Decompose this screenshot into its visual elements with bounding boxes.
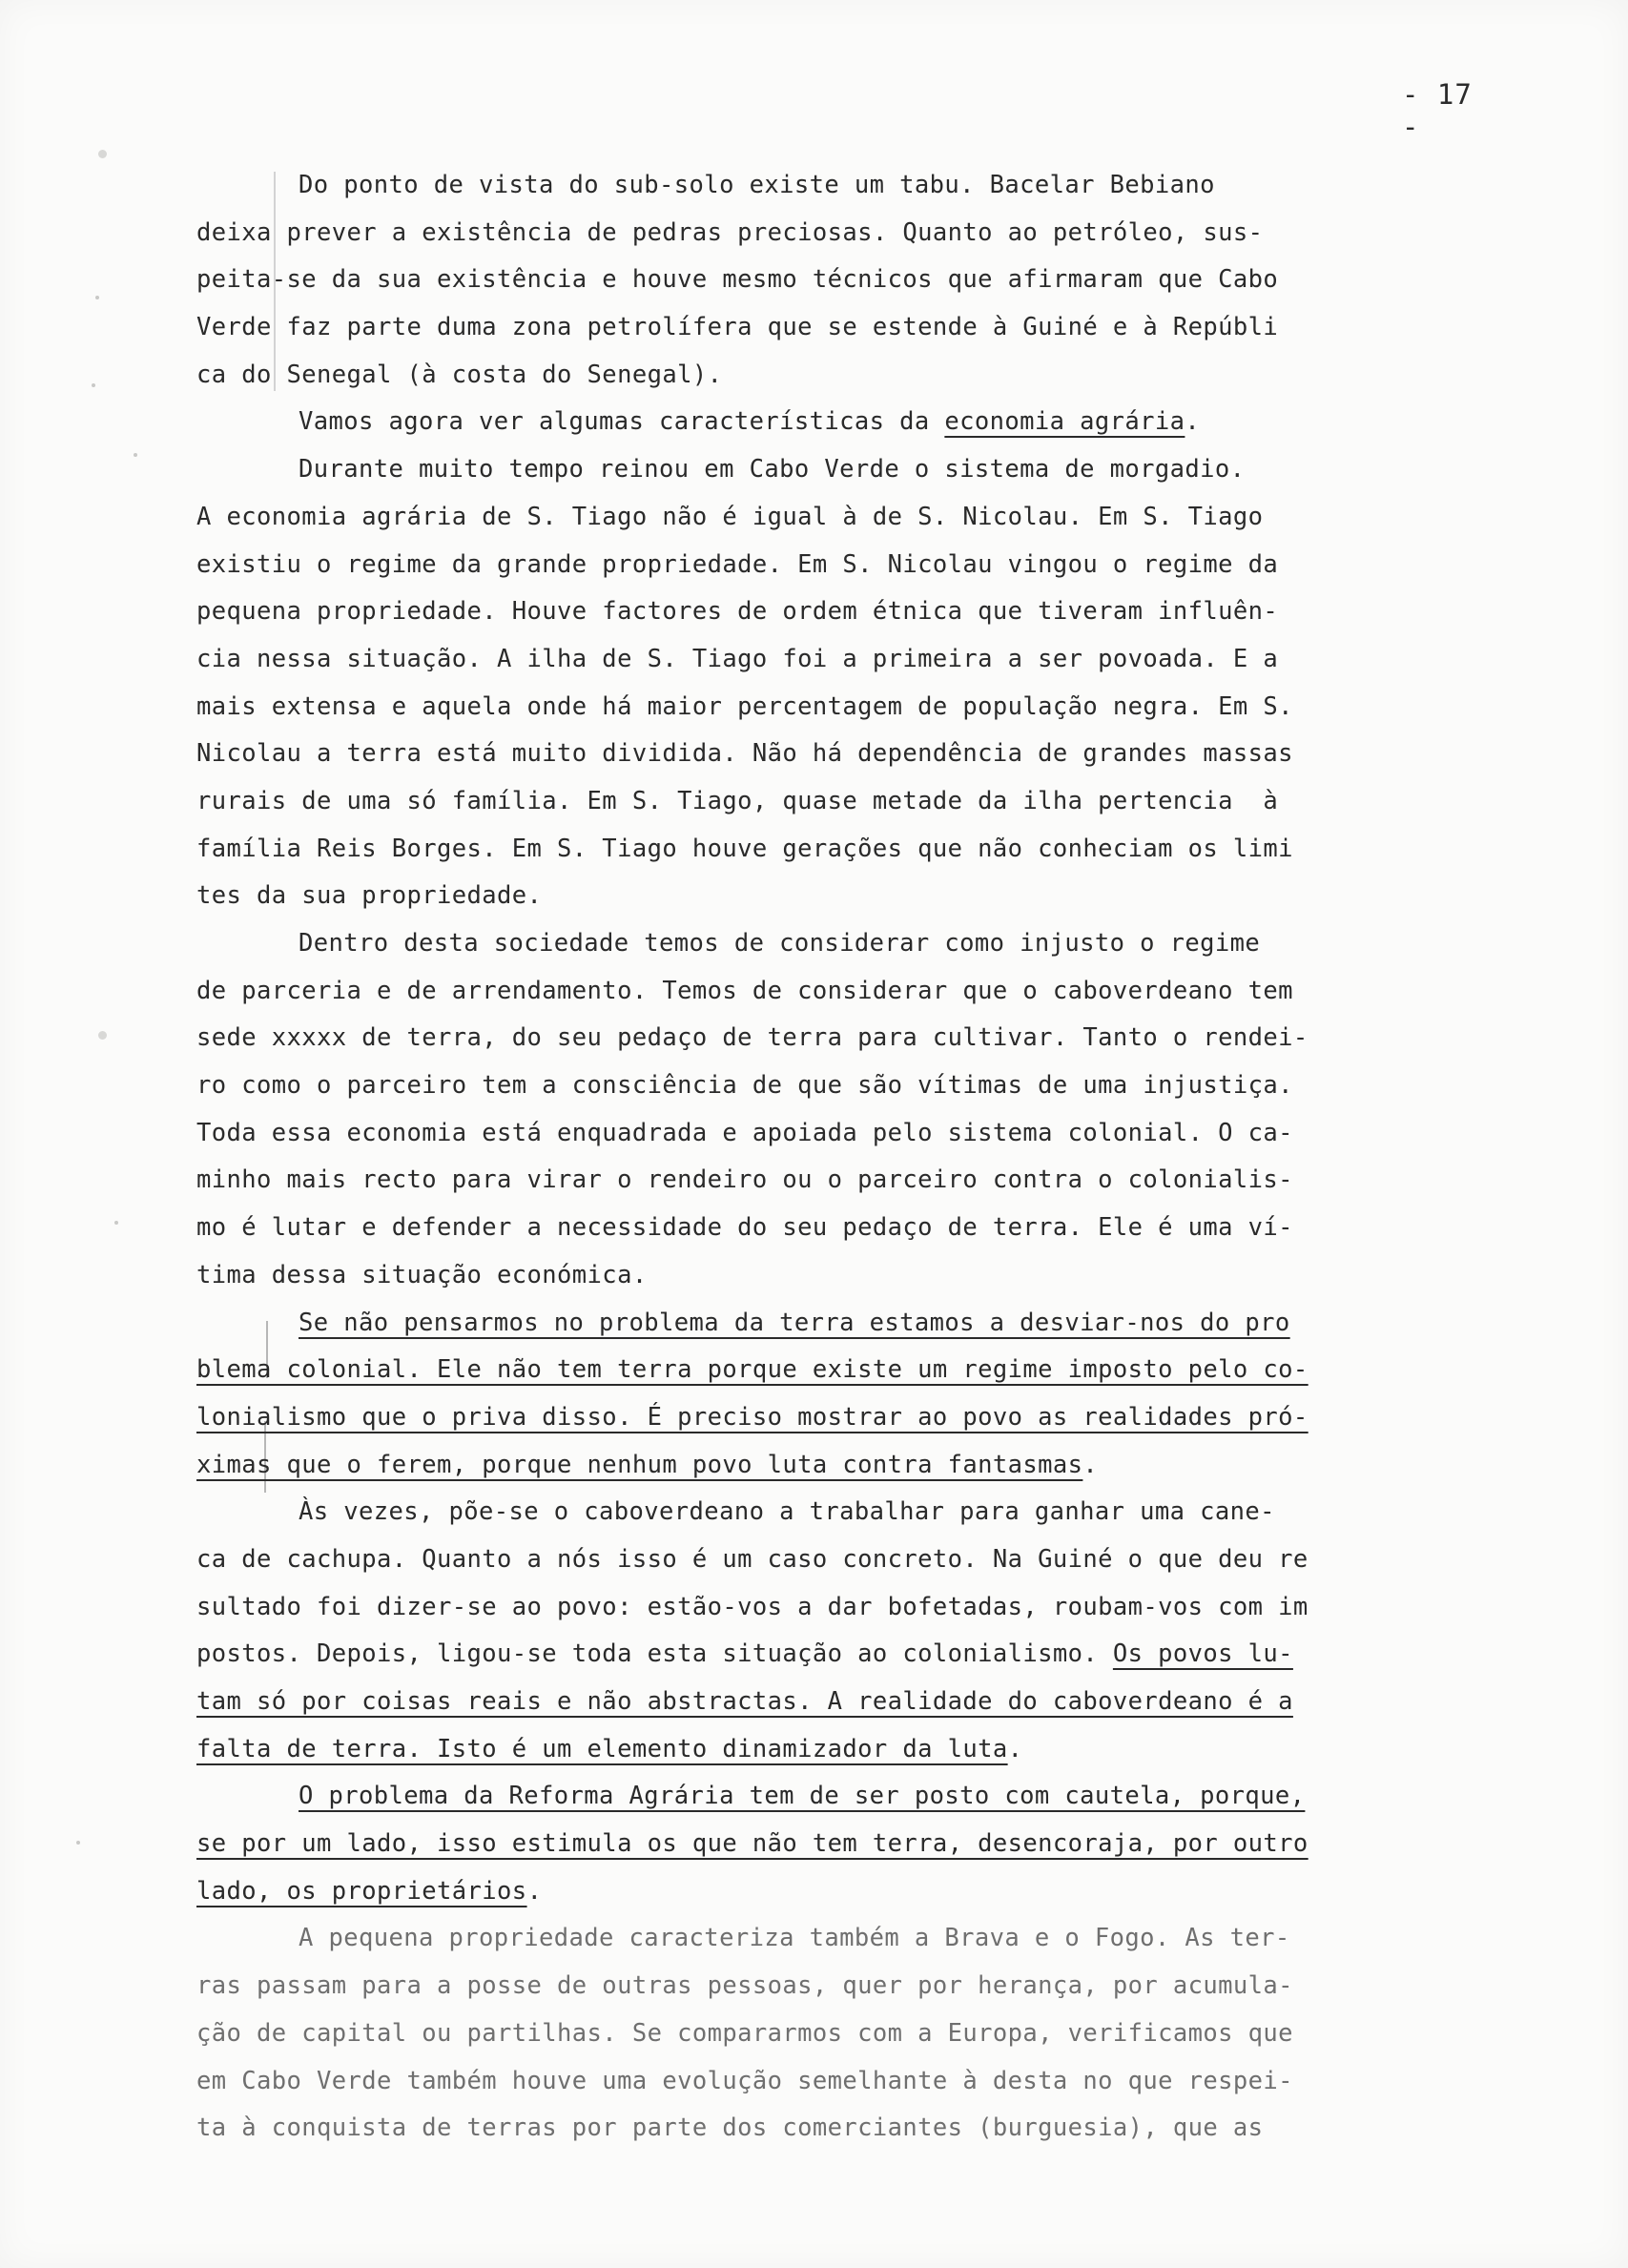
- line-text: ca de cachupa. Quanto a nós isso é um caso concreto. Na Guiné o que deu re: [196, 1544, 1309, 1574]
- text-line: [299, 446, 1581, 494]
- paper-speck: [114, 1221, 118, 1225]
- text-line: [196, 968, 1581, 1016]
- line-text: família Reis Borges. Em S. Tiago houve gerações que não conheciam os limi: [196, 834, 1293, 863]
- text-line: [196, 1252, 1581, 1300]
- underlined-text: falta de terra. Isto é um elemento dinamizador da luta: [196, 1734, 1008, 1763]
- text-line: [196, 352, 1581, 400]
- text-line: [196, 1631, 1581, 1679]
- paragraph-land-problem: [196, 1300, 1581, 1490]
- text-line: [196, 636, 1581, 684]
- text-line: [299, 1300, 1581, 1348]
- paper-speck: [76, 1841, 80, 1845]
- paragraph-agrarian-intro: [299, 399, 1581, 446]
- line-text: .: [1007, 1734, 1023, 1763]
- underlined-text: Os povos lu-: [1112, 1639, 1293, 1669]
- line-text: sede xxxxx de terra, do seu pedaço de terra para cultivar. Tanto o rendei-: [196, 1023, 1309, 1053]
- paragraph-brava-fogo: [196, 1915, 1581, 2152]
- text-line: [196, 494, 1581, 542]
- paragraph-cachupa: [196, 1489, 1581, 1773]
- line-text: pequena propriedade. Houve factores de ordem étnica que tiveram influên-: [196, 597, 1279, 627]
- text-line: [196, 1157, 1581, 1205]
- line-text: Durante muito tempo reinou em Cabo Verde o sistema de morgadio.: [299, 455, 1246, 485]
- text-line: [299, 1773, 1581, 1821]
- line-text: Do ponto de vista do sub-solo existe um tabu. Bacelar Bebiano: [299, 171, 1215, 199]
- line-text: de parceria e de arrendamento. Temos de considerar que o caboverdeano tem: [196, 976, 1293, 1005]
- line-text: Dentro desta sociedade temos de considerar como injusto o regime: [299, 929, 1261, 958]
- text-line: [196, 1679, 1581, 1726]
- paper-speck: [92, 383, 95, 387]
- paper-speck: [134, 453, 137, 457]
- underlined-text: blema colonial. Ele não tem terra porque existe um regime imposto pelo co-: [196, 1355, 1309, 1385]
- line-text: em Cabo Verde também houve uma evolução semelhante à desta no que respei-: [196, 2066, 1293, 2095]
- underlined-text: lonialismo que o priva disso. É preciso mostrar ao povo as realidades pró-: [196, 1402, 1309, 1432]
- line-text: ção de capital ou partilhas. Se compararmos com a Europa, verificamos que: [196, 2018, 1293, 2048]
- punch-hole: [98, 150, 107, 158]
- text-line: [196, 826, 1581, 874]
- text-line: [299, 920, 1581, 968]
- line-text: rurais de uma só família. Em S. Tiago, quase metade da ilha pertencia à: [196, 786, 1279, 815]
- line-text: Às vezes, põe-se o caboverdeano a trabalhar para ganhar uma cane-: [299, 1497, 1275, 1527]
- text-line: [299, 1915, 1581, 1963]
- text-line: [196, 1584, 1581, 1632]
- text-line: [196, 210, 1581, 258]
- paragraph-subsoil: [196, 162, 1581, 399]
- line-text: A economia agrária de S. Tiago não é igual à de S. Nicolau. Em S. Tiago: [196, 502, 1264, 531]
- line-text: cia nessa situação. A ilha de S. Tiago foi a primeira a ser povoada. E a: [196, 644, 1279, 673]
- text-line: [299, 399, 1581, 446]
- line-text: .: [1185, 407, 1201, 437]
- line-text: ras passam para a posse de outras pessoas, quer por herança, por acumula-: [196, 1971, 1293, 2001]
- line-text: tes da sua propriedade.: [196, 881, 543, 911]
- paragraph-agrarian-reform: [196, 1773, 1581, 1915]
- underlined-text: lado, os proprietários: [196, 1876, 527, 1906]
- text-line: [196, 257, 1581, 304]
- underlined-text: economia agrária: [944, 407, 1185, 437]
- paper-speck: [95, 296, 99, 299]
- line-text: postos. Depois, ligou-se toda esta situação ao colonialismo.: [196, 1639, 1113, 1669]
- line-text: Nicolau a terra está muito dividida. Não há dependência de grandes massas: [196, 739, 1293, 769]
- text-line: [299, 162, 1581, 210]
- text-line: [196, 1821, 1581, 1868]
- text-line: [196, 304, 1581, 352]
- text-line: [196, 1015, 1581, 1062]
- underlined-text: ximas que o ferem, porque nenhum povo luta contra fantasmas: [196, 1450, 1083, 1479]
- line-text: sultado foi dizer-se ao povo: estão-vos a dar bofetadas, roubam-vos com im: [196, 1592, 1309, 1621]
- line-text: minho mais recto para virar o rendeiro ou o parceiro contra o colonialis-: [196, 1165, 1293, 1195]
- line-text: ca do Senegal (à costa do Senegal).: [196, 360, 723, 389]
- text-line: [196, 731, 1581, 778]
- paragraph-parceria: [196, 920, 1581, 1300]
- line-text: .: [526, 1876, 543, 1906]
- text-line: [196, 1868, 1581, 1916]
- line-text: A pequena propriedade caracteriza também a Brava e o Fogo. As ter-: [299, 1924, 1290, 1953]
- text-line: [196, 1062, 1581, 1110]
- text-line: [196, 2010, 1581, 2058]
- underlined-text: O problema da Reforma Agrária tem de ser posto com cautela, porque,: [299, 1782, 1306, 1811]
- text-line: [196, 2105, 1581, 2153]
- underlined-text: se por um lado, isso estimula os que não tem terra, desencoraja, por outro: [196, 1829, 1309, 1859]
- text-line: [196, 1536, 1581, 1584]
- line-text: peita-se da sua existência e houve mesmo técnicos que afirmaram que Cabo: [196, 265, 1279, 295]
- line-text: tima dessa situação económica.: [196, 1260, 648, 1289]
- text-line: [196, 684, 1581, 732]
- text-line: [196, 1110, 1581, 1158]
- body-text: [196, 162, 1581, 2153]
- line-text: ta à conquista de terras por parte dos comerciantes (burguesia), que as: [196, 2113, 1264, 2143]
- line-text: Vamos agora ver algumas características da: [299, 407, 945, 437]
- line-text: .: [1082, 1450, 1099, 1479]
- line-text: Verde faz parte duma zona petrolífera que se estende à Guiné e à Repúbli: [196, 313, 1279, 342]
- text-line: [196, 778, 1581, 826]
- text-line: [196, 588, 1581, 636]
- page-number: - 17 -: [1402, 78, 1473, 143]
- line-text: mo é lutar e defender a necessidade do seu pedaço de terra. Ele é uma ví-: [196, 1213, 1293, 1243]
- text-line: [196, 1726, 1581, 1774]
- punch-hole: [98, 1031, 107, 1040]
- line-text: Toda essa economia está enquadrada e apoiada pelo sistema colonial. O ca-: [196, 1118, 1293, 1147]
- text-line: [299, 1489, 1581, 1536]
- text-line: [196, 1442, 1581, 1490]
- text-line: [196, 542, 1581, 589]
- text-line: [196, 1394, 1581, 1442]
- line-text: existiu o regime da grande propriedade. Em S. Nicolau vingou o regime da: [196, 549, 1279, 579]
- text-line: [196, 2058, 1581, 2106]
- text-line: [196, 1347, 1581, 1394]
- line-text: mais extensa e aquela onde há maior percentagem de população negra. Em S.: [196, 691, 1293, 721]
- paragraph-morgadio: [196, 446, 1581, 920]
- line-text: ro como o parceiro tem a consciência de que são vítimas de uma injustiça.: [196, 1071, 1293, 1101]
- text-line: [196, 873, 1581, 920]
- underlined-text: Se não pensarmos no problema da terra estamos a desviar-nos do pro: [299, 1308, 1290, 1337]
- text-line: [196, 1963, 1581, 2010]
- line-text: deixa prever a existência de pedras preciosas. Quanto ao petróleo, sus-: [196, 217, 1264, 247]
- text-line: [196, 1205, 1581, 1252]
- underlined-text: tam só por coisas reais e não abstractas. A realidade do caboverdeano é a: [196, 1687, 1293, 1716]
